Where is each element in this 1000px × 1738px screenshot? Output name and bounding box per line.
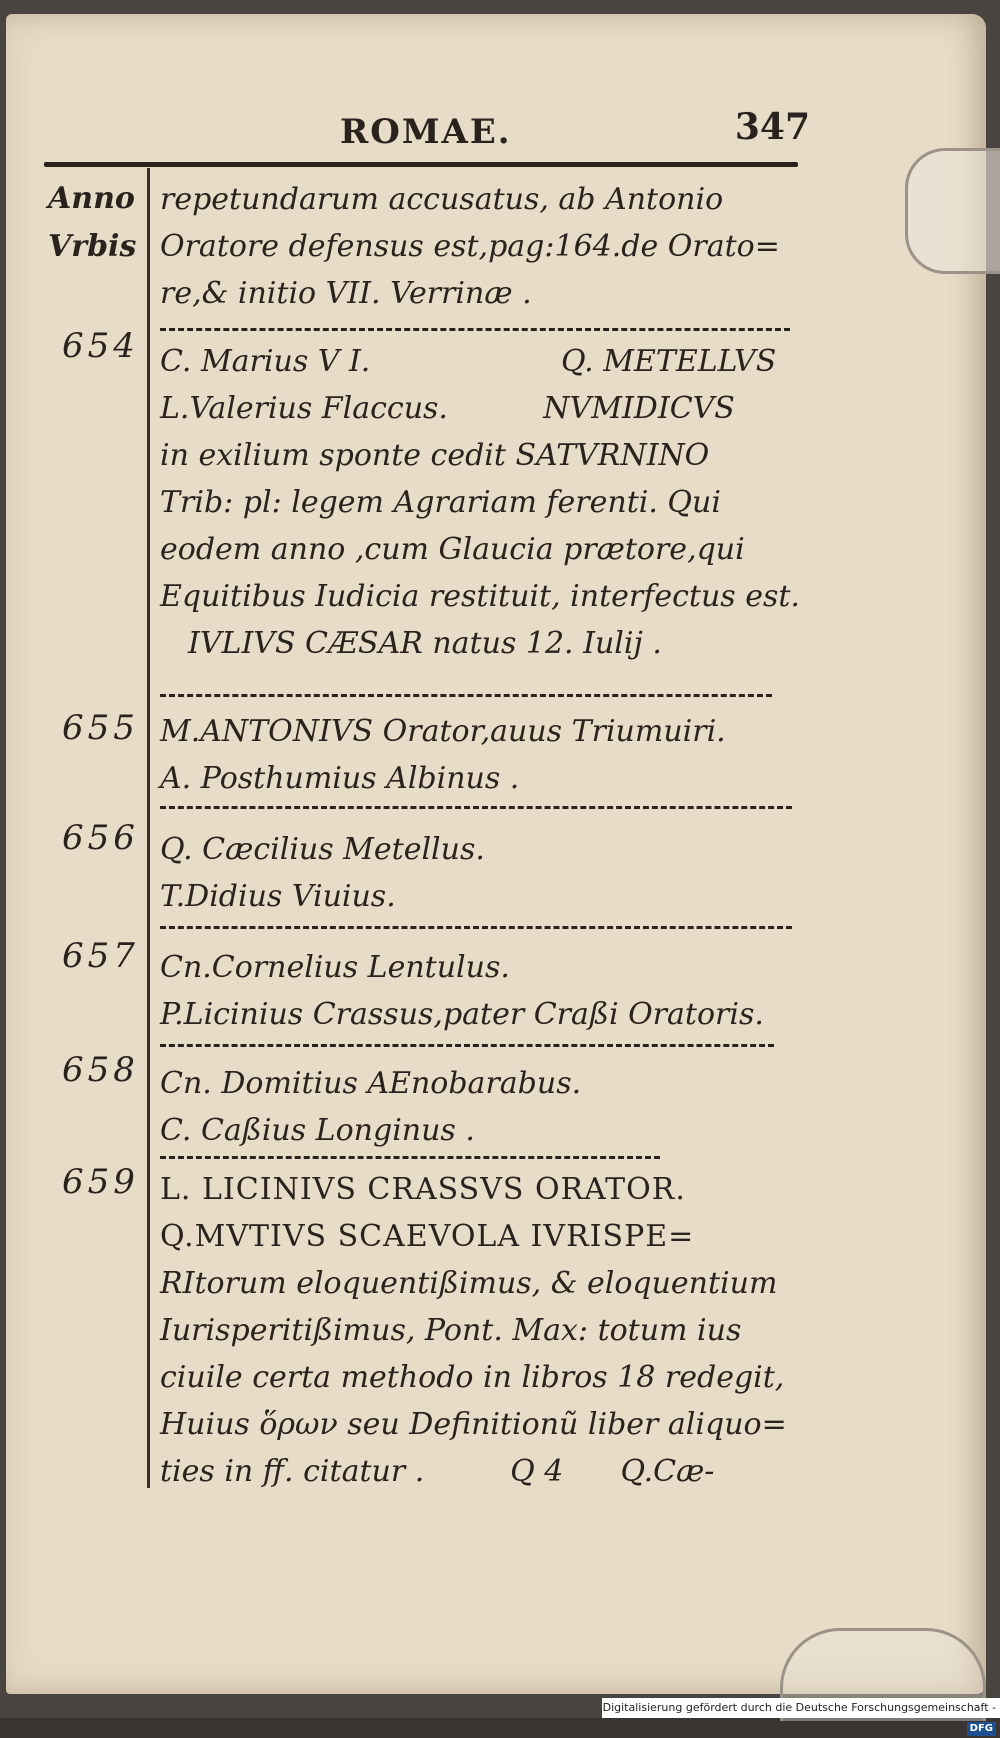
- entry-separator: [160, 1044, 774, 1047]
- page-number: 347: [734, 106, 810, 148]
- year-654: 654: [62, 326, 139, 366]
- year-659: 659: [62, 1162, 139, 1202]
- entry-continuation: [160, 176, 800, 317]
- entry-line: Equitibus Iudicia restituit, interfectus est.: [160, 579, 800, 614]
- entry-line: P.Licinius Crassus,pater Craßi Oratoris.: [160, 997, 764, 1032]
- year-658: 658: [62, 1050, 139, 1090]
- entry-separator: [160, 328, 790, 331]
- entry-line: C. Marius V I. Q. METELLVS: [160, 344, 777, 379]
- margin-label-anno: Anno: [48, 181, 135, 216]
- dfg-logo: DFG: [967, 1722, 996, 1736]
- entry-line: repetundarum accusatus, ab Antonio: [160, 182, 724, 217]
- entry-line: ties in ff. citatur . Q 4 Q.Cæ-: [160, 1454, 715, 1489]
- credit-text: Digitalisierung gefördert durch die Deutsche Forschungsgemeinschaft -: [602, 1701, 996, 1714]
- header-rule: [44, 162, 798, 167]
- entry-line: Cn. Domitius AEnobarabus.: [160, 1066, 582, 1101]
- entry-line: Q. Cæcilius Metellus.: [160, 832, 485, 867]
- running-title: ROMAE.: [340, 112, 512, 152]
- entry-line: Cn.Cornelius Lentulus.: [160, 950, 510, 985]
- entry-separator: [160, 926, 792, 929]
- page-clip-top: [905, 148, 1000, 274]
- entry-separator: [160, 806, 792, 809]
- entry-separator: [160, 1156, 660, 1159]
- entry-656: [160, 826, 800, 920]
- entry-654: [160, 338, 800, 667]
- column-rule: [147, 168, 150, 1488]
- year-656: 656: [62, 818, 139, 858]
- entry-line: M.ANTONIVS Orator,auus Triumuiri.: [160, 714, 726, 749]
- entry-line: in exilium sponte cedit SATVRNINO: [160, 438, 710, 473]
- entry-line: L. LICINIVS CRASSVS ORATOR.: [160, 1172, 686, 1207]
- entry-659: [160, 1166, 800, 1495]
- entry-line: Huius ὅρων seu Definitionũ liber aliquo=: [160, 1407, 787, 1442]
- year-657: 657: [62, 936, 139, 976]
- entry-line: Iurisperitißimus, Pont. Max: totum ius: [160, 1313, 742, 1348]
- entry-line: C. Caßius Longinus .: [160, 1113, 475, 1148]
- margin-label-vrbis: Vrbis: [48, 229, 137, 264]
- entry-line: L.Valerius Flaccus. NVMIDICVS: [160, 391, 735, 426]
- entry-line: A. Posthumius Albinus .: [160, 761, 520, 796]
- entry-657: [160, 944, 800, 1038]
- entry-line: IVLIVS CÆSAR natus 12. Iulij .: [188, 626, 662, 661]
- digitization-credit: [602, 1698, 1000, 1734]
- entry-line: eodem anno ,cum Glaucia prætore,qui: [160, 532, 745, 567]
- entry-658: [160, 1060, 800, 1154]
- running-head: [340, 106, 810, 156]
- entry-655: [160, 708, 800, 802]
- entry-line: Trib: pl: legem Agrariam ferenti. Qui: [160, 485, 721, 520]
- entry-line: T.Didius Viuius.: [160, 879, 396, 914]
- entry-line: ciuile certa methodo in libros 18 redegit,: [160, 1360, 785, 1395]
- entry-separator: [160, 694, 772, 697]
- entry-line: re,& initio VII. Verrinæ .: [160, 276, 532, 311]
- entry-line: RItorum eloquentißimus, & eloquentium: [160, 1266, 778, 1301]
- entry-line: Q.MVTIVS SCAEVOLA IVRISPE=: [160, 1219, 695, 1254]
- entry-line: Oratore defensus est,pag:164.de Orato=: [160, 229, 780, 264]
- year-655: 655: [62, 708, 139, 748]
